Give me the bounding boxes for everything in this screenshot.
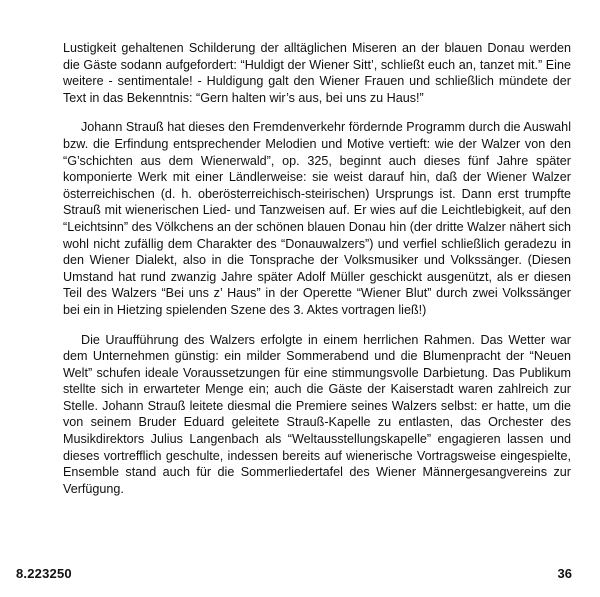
catalog-number: 8.223250 bbox=[16, 566, 72, 581]
paragraph-2: Johann Strauß hat dieses den Fremdenverkehr fördernde Programm durch die Auswahl bzw. die Erfindung entsprechender Melodien und Motive vertieft: wie der Walzer von den “G’schichten aus dem Wienerwald”, op. 325, beginnt auch dieses fünf Jahre später komponierte Werk mit einer Ländlerweise: sie weist darauf hin, daß der Wiener Walzer österreichischen (d. h. oberösterreichisch-steirischen) Ursprungs ist. Dann erst trumpfte Strauß mit wienerischen Lied- und Tanzweisen auf. Er wies auf die Leichtlebigkeit, auf den “Leichtsinn” des Völkchens an der schönen blauen Donau hin (der dritte Walzer nähert sich wohl nicht zufällig dem Charakter des “Donauwalzers”) und verfiel schließlich geradezu in den Wiener Dialekt, also in die Tonsprache der Volksmusiker und Volkssänger. (Diesen Umstand hat rund zwanzig Jahre später Adolf Müller geschickt ausgenützt, als er diesen Teil des Walzers “Bei uns z’ Haus” in der Operette “Wiener Blut” durch zwei Volkssänger bei ein in Hietzing spielenden Szene des 3. Aktes vortragen ließ!) bbox=[63, 120, 571, 317]
paragraph-3: Die Uraufführung des Walzers erfolgte in einem herrlichen Rahmen. Das Wetter war dem Unternehmen günstig: ein milder Sommerabend und die Blumenpracht der “Neuen Welt” schufen ideale Voraussetzungen für eine stimmungsvolle Darbietung. Das Publikum stellte sich in erwarteter Menge ein; auch die Gäste der Kaiserstadt waren zahlreich zur Stelle. Johann Strauß leitete diesmal die Premiere seines Walzers selbst: er hatte, um die von seinem Bruder Eduard geleitete Strauß-Kapelle zu entlasten, das Orchester des Musikdirektors Julius Langenbach als “Weltausstellungskapelle” engagieren lassen und dieses vortrefflich geschulte, indessen bereits auf wienerische Vortragsweise eingespielte, Ensemble stand auch für die Sommerliedertafel des Wiener Männergesangvereins zur Verfügung. bbox=[63, 332, 571, 496]
body-text bbox=[63, 40, 571, 510]
page-number: 36 bbox=[557, 566, 572, 581]
paragraph-1: Lustigkeit gehaltenen Schilderung der alltäglichen Miseren an der blauen Donau werden die Gäste sodann aufgefordert: “Huldigt der Wiener Sitt’, schließt euch an, tanzet mit.” Eine weitere - sentimentale! - Huldigung galt den Wiener Frauen und schließlich mündete der Text in das Bekenntnis: “Gern halten wir’s aus, bei uns zu Haus!” bbox=[63, 41, 571, 105]
